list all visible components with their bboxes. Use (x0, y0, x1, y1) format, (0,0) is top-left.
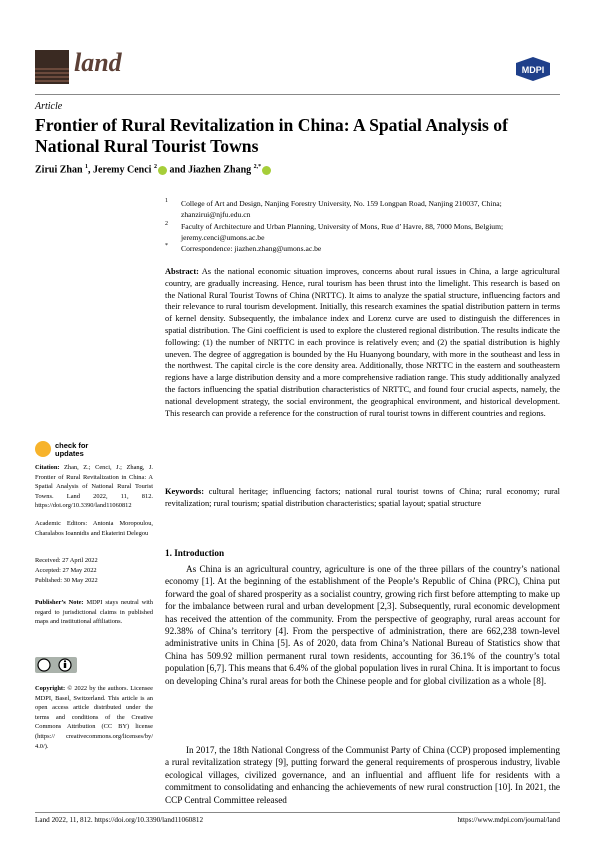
citation-block (35, 463, 153, 511)
affiliation-number: 2 (165, 221, 168, 227)
intro-paragraph-1: As China is an agricultural country, agriculture is one of the three pillars of the country’s national economy [1]. At the beginning of the establishment of the People’s Republic of China (PRC), China put forward the goal of shared prosperity as a socialist country, growing rich first before attempting to make up for the imbalance between rural and urban development [2,3]. Subsequently, rural economic development has received the attention of the community. From the perspective of geography, rural areas account for 92.38% of China’s territory [4]. From the perspective of administration, there are 662,238 town-level administrative units in China [5]. As of 2020, data from China’s National Bureau of Statistics show that China has 509.92 million permanent rural town residents, accounting for 36.1% of the country’s total population [6,7]. This means that 6.4% of the global population lives in rural China. It is important to focus on developing China’s rural areas for both the Chinese people and for global civilization as a whole [8]. (165, 564, 560, 686)
affiliation-number: 1 (165, 198, 168, 204)
footer-citation: Land 2022, 11, 812. https://doi.org/10.3390/land11060812 (35, 816, 204, 824)
author-sup: 2,* (253, 164, 262, 170)
publisher-note-label: Publisher’s Note: (35, 599, 84, 606)
intro-paragraph-2: In 2017, the 18th National Congress of the Communist Party of China (CCP) proposed implementing a rural revitalization strategy [9], putting forward the general requirements of prosperous industry, livable ecological villages, civilized governance, and an influential and affluent life for residents with a commitment to consolidating and enhancing the achievements of new rural construction [10]. In 2021, the CCP Central Committee released (165, 745, 560, 805)
article-title: Frontier of Rural Revitalization in China: A Spatial Analysis of National Rural Tourist Towns (35, 115, 508, 156)
author-name: Jeremy Cenci (93, 164, 152, 176)
academic-editors: Academic Editors: Antonia Moropoulou, Charalabos Ioannidis and Ekaterini Delegou (35, 520, 153, 537)
affiliation-text: Correspondence: jiazhen.zhang@umons.ac.be (181, 244, 322, 253)
mdpi-logo (516, 57, 550, 81)
affiliation-number: * (165, 243, 168, 249)
header-rule (35, 94, 560, 95)
footer-rule (35, 812, 560, 813)
check-updates-icon[interactable] (35, 441, 51, 457)
section-heading: 1. Introduction (165, 548, 225, 558)
date-accepted: Accepted: 27 May 2022 (35, 567, 97, 574)
article-type: Article (35, 101, 63, 112)
author-name: Zirui Zhan (35, 164, 83, 176)
keywords-label: Keywords: (165, 487, 205, 496)
footer-journal-link[interactable]: https://www.mdpi.com/journal/land (457, 816, 560, 824)
keywords (165, 486, 560, 510)
abstract (165, 266, 560, 419)
orcid-icon[interactable] (262, 166, 271, 175)
journal-logo (35, 50, 69, 84)
author-sup: 1 (85, 164, 89, 170)
date-received: Received: 27 April 2022 (35, 557, 98, 564)
keywords-text: cultural heritage; influencing factors; national rural tourist towns of China; rural economy; rural revitalization; rural tourism; spatial distribution characteristics; spatial layout; spatial structure (165, 487, 560, 508)
copyright-text: © 2022 by the authors. Licensee MDPI, Basel, Switzerland. This article is an open access article distributed under the terms and conditions of the Creative Commons Attribution (CC BY) license (https:// creativecommons.org/licenses/by/ 4.0/). (35, 685, 153, 750)
publisher-note (35, 598, 153, 627)
orcid-icon[interactable] (158, 166, 167, 175)
journal-name: land (74, 48, 122, 77)
date-published: Published: 30 May 2022 (35, 577, 98, 584)
abstract-text: As the national economic situation improves, concerns about rural issues in China, a large agricultural country, are gradually increasing. Hence, rural tourism has been thrust into the limelight. This research is based on the National Rural Tourist Towns of China (NRTTC). It aims to analyze the spatial structure, influencing factors and their relevance to rural tourism development. Initially, this research examines the spatial distribution pattern in terms of kernel density. Subsequently, the imbalance index and Lorenz curve are used to distinguish the differences in spatial distribution. The Gini coefficient is used to explore the clustered regional distribution. The results indicate the following: (1) the number of NRTTC in each province is relatively even; and (2) the spatial distribution is highly uneven. The degree of aggregation is bounded by the Hu Huanyong boundary, with more in the southeast and less in the northwest. The capital circle is the core density area. Additionally, those NRTTC in the eastern and southeastern regions have a large distribution density and a more comprehensive radiation range. This study additionally analyzed the factors influencing the spatial distribution characteristics of NRTTC, and found four crucial aspects, namely, the national development strategy, the social environment, the geographical environment, and historical development. This research can provide a reference for the construction of rural tourist towns in different countries and regions. (165, 267, 560, 418)
check-updates-link[interactable]: check for updates (55, 441, 89, 458)
affiliation-text: College of Art and Design, Nanjing Forestry University, No. 159 Longpan Road, Nanjing 210037, China; zhanzirui@njfu.edu.cn (181, 199, 502, 219)
cc-by-license-icon[interactable] (35, 657, 77, 673)
mdpi-logo-text: MDPI (521, 65, 545, 75)
affiliation-text: Faculty of Architecture and Urban Planning, University of Mons, Rue d’ Havre, 88, 7000 Mons, Belgium; jeremy.cenci@umons.ac.be (181, 222, 504, 242)
author-sup: 2 (153, 164, 157, 170)
publisher-note-text: MDPI stays neutral with regard to jurisdictional claims in published maps and institutional affiliations. (35, 599, 153, 626)
abstract-label: Abstract: (165, 267, 199, 276)
citation-text: Zhan, Z.; Cenci, J.; Zhang, J. Frontier of Rural Revitalization in China: A Spatial Analysis of National Rural Tourist Towns. Land 2022, 11, 812. https://doi.org/10.3390/land11060812 (35, 464, 153, 510)
copyright (35, 684, 153, 751)
author-list: Zirui Zhan $^1$, Jeremy Cenci $^2$ and Jiazhen Zhang $^{2,*}$ (35, 164, 271, 175)
copyright-label: Copyright: (35, 685, 66, 692)
citation-label: Citation: (35, 464, 60, 471)
author-name: Jiazhen Zhang (188, 164, 252, 176)
